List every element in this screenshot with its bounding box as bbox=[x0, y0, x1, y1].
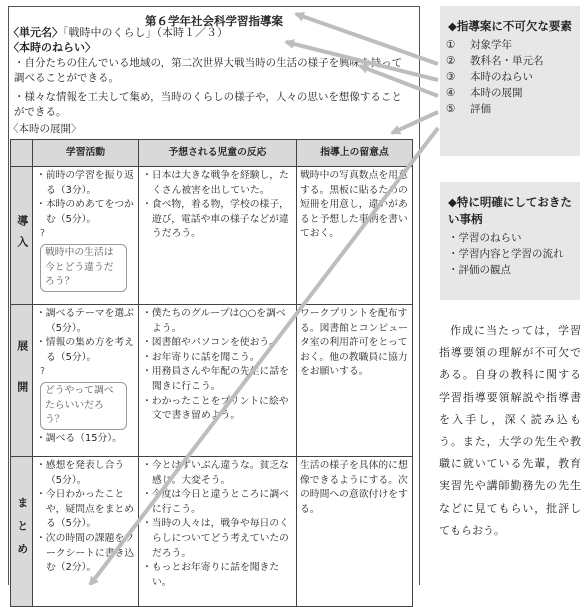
list-item: ・ 食べ物，着る物，学校の様子，遊び，電話や車の様子などが違うだろう。 bbox=[142, 198, 293, 242]
notes-cell: 生活の様子を具体的に想像できるようにする。次の時間への意欲付けをする。 bbox=[297, 457, 413, 607]
list-item: ③ 本時のねらい bbox=[446, 71, 533, 83]
reactions-cell bbox=[139, 167, 297, 305]
body-paragraph: 作成に当たっては，学習指導要領の理解が不可欠である。自身の教科に関する学習指導要領解説や指導書を入手し，深く読み込もう。また，大学の先生や教職に就いている先輩，教育実習先や講師勤務先の先生などに見てもらい，批評してもらおう。 bbox=[439, 324, 581, 537]
list-item: ・ 図書館やパソコンを使おう。 bbox=[142, 336, 293, 351]
unit-line bbox=[8, 24, 228, 40]
table-row bbox=[11, 457, 413, 607]
list-item: ・ 調べるテーマを選ぶ（5分）。 bbox=[36, 307, 135, 336]
list-item: ・ 今とはずいぶん違うな。貧乏な感じ。大変そう。 bbox=[142, 459, 293, 488]
flow-label: 〈本時の展開〉 bbox=[8, 123, 82, 135]
list-item: ① 対象学年 bbox=[446, 39, 512, 51]
list-item: ・ わかったことをプリントに絵や文で書き留めよう。 bbox=[142, 395, 293, 424]
notes-cell: 戦時中の写真数点を用意する。黒板に貼るための短冊を用意し，違いがあると予想した事柄を書いておく。 bbox=[297, 167, 413, 305]
list-item: ・ 用務員さんや年配の先生に話を聞きに行こう。 bbox=[142, 365, 293, 394]
notes-cell: ワークプリントを配布する。図書館とコンピュータ室の利用許可をとっておく。他の教職員に協力をお願いする。 bbox=[297, 305, 413, 457]
unit-value: 「戦時中のくらし」（本時１／３） bbox=[63, 26, 228, 39]
activities-cell bbox=[33, 457, 139, 607]
list-item: ・ 日本は大きな戦争を経験し，たくさん被害を出していた。 bbox=[142, 169, 293, 198]
header-blank bbox=[11, 140, 33, 167]
clarify-title: ◆特に明確にしておきたい事柄 bbox=[448, 195, 572, 226]
plan-title: 第６学年社会科学習指導案 bbox=[145, 14, 283, 28]
list-item: ⑤ 評価 bbox=[446, 103, 491, 115]
header-notes: 指導上の留意点 bbox=[297, 140, 413, 167]
list-item: ・ お年寄りに話を聞こう。 bbox=[142, 351, 293, 366]
list-item: ・ 学習のねらい bbox=[448, 230, 572, 246]
lesson-flow-table bbox=[10, 139, 413, 607]
goal-item: ・様々な情報を工夫して集め，当時のくらしの様子や，人々の思いを想像することができる。 bbox=[14, 91, 402, 118]
list-item: ・ 今度は今日と違うところに調べに行こう。 bbox=[142, 488, 293, 517]
table-header-row bbox=[11, 140, 413, 167]
goal-label: 〈本時のねらい〉 bbox=[8, 41, 96, 54]
list-item: ・ 今日わかったことや，疑問点をまとめる（5分）。 bbox=[36, 488, 135, 532]
question-bubble: 戦時中の生活は今とどう違うだろう？ bbox=[40, 244, 127, 292]
list-item: ・ 情報の集め方を考える（5分）。 bbox=[36, 336, 135, 365]
phase-develop: 展開 bbox=[11, 305, 33, 457]
activities-cell bbox=[33, 167, 139, 305]
reactions-cell bbox=[139, 457, 297, 607]
list-item: ・ 評価の観点 bbox=[448, 262, 572, 278]
list-item: ・ 感想を発表し合う（5分）。 bbox=[36, 459, 135, 488]
unit-label: 〈単元名〉 bbox=[8, 26, 63, 39]
header-activities: 学習活動 bbox=[33, 140, 139, 167]
list-item: ・ 当時の人々は，戦争や毎日のくらしについてどう考えていたのだろう。 bbox=[142, 517, 293, 561]
list-item: ・ 次の時間の課題をワークシートに書き込む（2分）。 bbox=[36, 532, 135, 576]
question-bubble: どうやって調べたらいいだろう？ bbox=[40, 382, 127, 430]
essential-elements-title: ◆指導案に不可欠な要素 bbox=[448, 19, 572, 33]
reactions-cell bbox=[139, 305, 297, 457]
essential-elements-panel bbox=[440, 6, 580, 156]
list-item: ・ 僕たちのグループは○○を調べよう。 bbox=[142, 307, 293, 336]
question-mark: ? bbox=[40, 228, 46, 240]
phase-summary: まとめ bbox=[11, 457, 33, 607]
header-reactions: 予想される児童の反応 bbox=[139, 140, 297, 167]
table-row bbox=[11, 167, 413, 305]
list-item: ・ 前時の学習を振り返る（3分）。 bbox=[36, 169, 135, 198]
table-row bbox=[11, 305, 413, 457]
list-item: ④ 本時の展開 bbox=[446, 87, 523, 99]
question-mark: ? bbox=[40, 366, 46, 378]
list-item: ・ もっとお年寄りに話を聞きたい。 bbox=[142, 561, 293, 590]
list-item: ・ 学習内容と学習の流れ bbox=[448, 246, 572, 262]
clarify-panel bbox=[440, 182, 580, 300]
goal-item: ・自分たちの住んでいる地域の，第二次世界大戦当時の生活の様子を興味を持って調べることができる。 bbox=[14, 57, 403, 84]
list-item: ② 教科名・単元名 bbox=[446, 55, 544, 67]
list-item: ・ 調べる（15分）。 bbox=[36, 432, 135, 447]
activities-cell bbox=[33, 305, 139, 457]
list-item: ・ 本時のめあてをつかむ（5分）。 bbox=[36, 198, 135, 227]
phase-intro: 導入 bbox=[11, 167, 33, 305]
